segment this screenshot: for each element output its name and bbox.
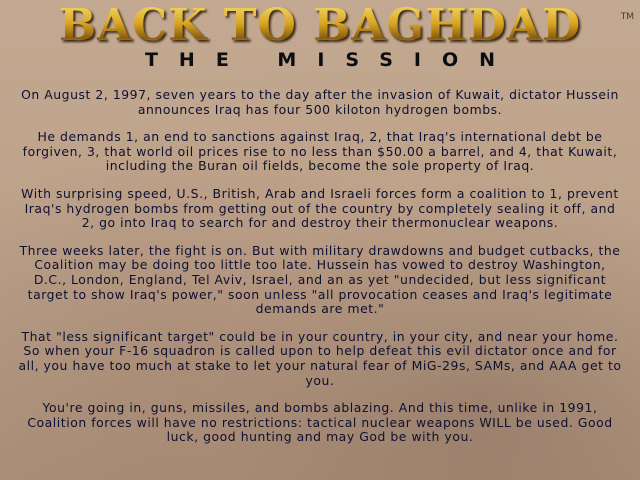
briefing-paragraph: You're going in, guns, missiles, and bombs ablazing. And this time, unlike in 1991, Coalition forces will have no restrictions: tactical nuclear weapons WILL be used. Good luck, good hunting and may God be with you. bbox=[27, 400, 613, 445]
game-title: BACK TO BAGHDAD bbox=[0, 2, 640, 50]
title-banner bbox=[0, 2, 640, 50]
mission-briefing-text bbox=[16, 88, 624, 458]
briefing-paragraph: Three weeks later, the fight is on. But with military drawdowns and budget cutbacks, the Coalition may be doing too little too late. Hussein has vowed to destroy Washington, D.C., London, England, Tel Aviv, Israel, and an as yet "undecided, but less significant target to show Iraq's power," soon unless "all provocation ceases and Iraq's legitimate demands are met." bbox=[19, 242, 621, 317]
briefing-paragraph: He demands 1, an end to sanctions against Iraq, 2, that Iraq's international debt be forgiven, 3, that world oil prices rise to no less than $50.00 a barrel, and 4, that Kuwait, including the Buran oil fields, become the sole property of Iraq. bbox=[22, 129, 618, 174]
briefing-paragraph: That "less significant target" could be in your country, in your city, and near your home. So when your F-16 squadron is called upon to help defeat this evil dictator once and for all, you have too much at stake to let your natural fear of MiG-29s, SAMs, and AAA get to you. bbox=[18, 328, 622, 388]
trademark-mark: TM bbox=[620, 12, 634, 22]
briefing-paragraph: With surprising speed, U.S., British, Arab and Israeli forces form a coalition to 1, prevent Iraq's hydrogen bombs from getting out of the country by completely sealing it off, and 2, go into Iraq to search for and destroy their thermonuclear weapons. bbox=[21, 185, 619, 231]
screen-subtitle: THE MISSION bbox=[144, 49, 517, 71]
briefing-paragraph: On August 2, 1997, seven years to the day after the invasion of Kuwait, dictator Hussein announces Iraq has four 500 kiloton hydrogen bombs. bbox=[21, 87, 619, 117]
